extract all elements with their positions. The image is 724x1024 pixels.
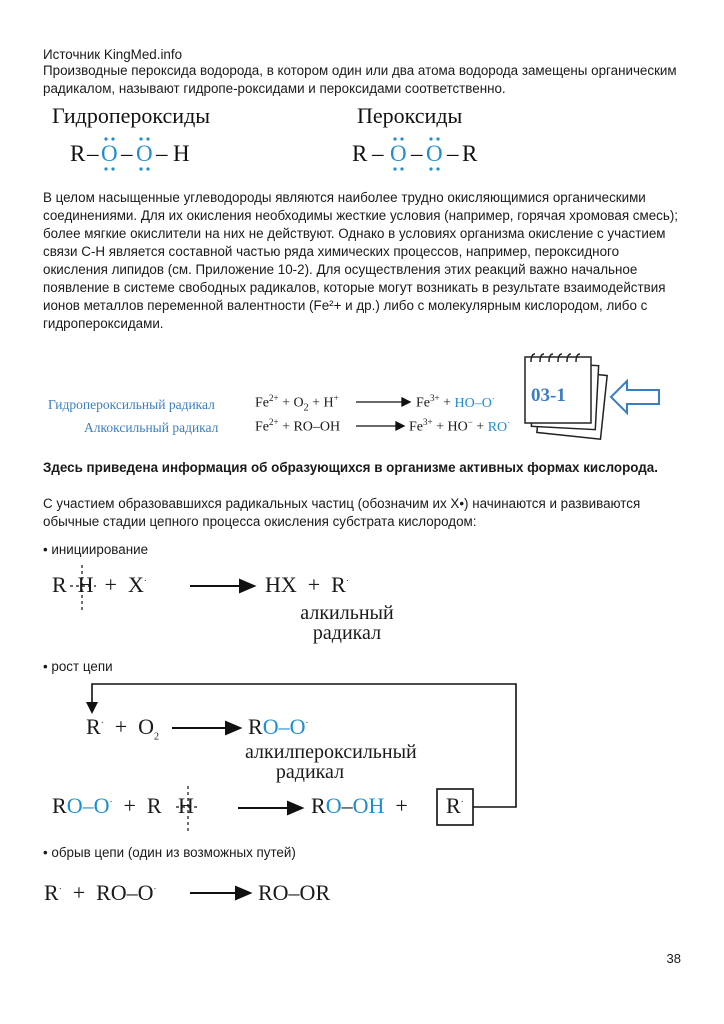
propagation-eq1-left: $R^\cdot + O_2$ <box>86 714 159 743</box>
initiation-equation-left: R H + X· <box>52 572 147 597</box>
propagation-caption: алкилпероксильный радикал <box>245 741 417 783</box>
active-oxygen-heading: Здесь приведена информация об образующихся в организме активных формах кислорода. <box>43 460 658 475</box>
formula-oxygen: O <box>101 141 118 166</box>
stage-initiation-label: • инициирование <box>43 542 149 557</box>
paragraph-chain: С участием образовавшихся радикальных частиц (обозначим их X•) начинаются и развиваются обычные стадии цепного процесса окисления субстрата кислородом: <box>43 496 641 529</box>
reaction-label-hydroperoxyl: Гидропероксильный радикал <box>48 397 215 412</box>
reaction-row-1-right: $Fe^{3+} + HO-O^\cdot$ <box>416 393 495 411</box>
propagation-eq2-right: RO–OH + <box>311 793 408 818</box>
propagation-radical-box: R· <box>446 793 464 818</box>
stage-propagation-label: • рост цепи <box>43 659 113 674</box>
hydroperoxides-title: Гидропероксиды <box>52 103 211 128</box>
formula-oxygen: O <box>136 141 153 166</box>
formula-r: R <box>462 141 478 166</box>
formula-oxygen: O <box>390 141 407 166</box>
initiation-equation-right: HX + R· <box>265 572 349 597</box>
page-number: 38 <box>666 951 681 966</box>
peroxides-title: Пероксиды <box>357 103 463 128</box>
stage-termination-label: • обрыв цепи (один из возможных путей) <box>43 845 296 860</box>
intro-paragraph: Производные пероксида водорода, в котором один или два атома водорода замещены органическим радикалом, называют гидропе-роксидами и пероксидами соответственно. <box>43 63 677 96</box>
propagation-eq1-right: RO–O· <box>248 714 309 739</box>
paragraph-hydrocarbons: В целом насыщенные углеводороды являются наиболее трудно окисляющимися органическими соединениями. Для их окисления необходимы жесткие условия (например, горячая хромовая смесь); более мягкие окислители на них не действуют. Однако в условиях организма окисление с участием связи С-Н является составной частью ряда химических процессов, например, пероксидного окисления липидов (см. Приложение 10-2). Для осуществления этих реакций важно начальное появление в системе свободных радикалов, которые могут возникать в результате взаимодействия ионов металлов переменной валентности (Fe²+ и др.) либо с молекулярным кислородом, либо с гидропероксидами. <box>43 190 679 331</box>
reaction-row-1-left: $Fe^{2+} + O_2 + H^+$ <box>255 393 339 414</box>
reaction-row-2-left: $Fe^{2+} + RO-OH$ <box>255 417 341 435</box>
termination-eq-right: RO–OR <box>258 880 331 905</box>
formula-h: H <box>173 141 190 166</box>
propagation-eq2-left: RO–O· + R H <box>52 793 194 818</box>
formula-r: R <box>352 141 368 166</box>
initiation-caption: алкильный радикал <box>300 602 394 644</box>
formula-oxygen: O <box>426 141 443 166</box>
source-line: Источник KingMed.info <box>43 47 183 62</box>
formula-r: R <box>70 141 86 166</box>
reaction-label-alkoxyl: Алкоксильный радикал <box>84 420 219 435</box>
notebook-label: 03-1 <box>531 385 566 406</box>
reaction-row-2-right: $Fe^{3+} + HO^- + RO^\cdot$ <box>409 417 511 435</box>
termination-eq-left: R· + RO–O· <box>44 880 157 905</box>
